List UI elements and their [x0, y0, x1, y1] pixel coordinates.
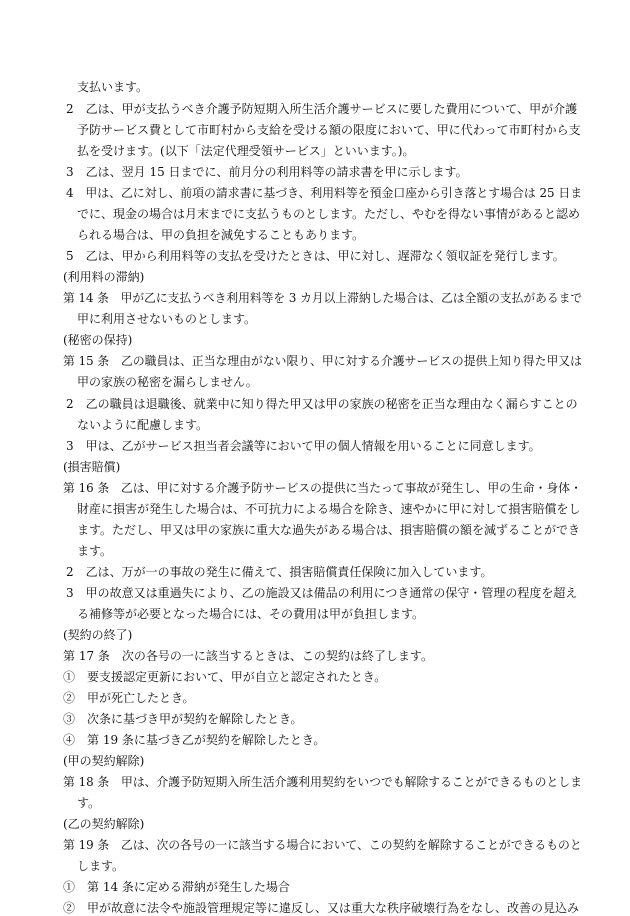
- text-line: 支払います。: [77, 80, 149, 94]
- article-line: 第 14 条 甲が乙に支払うべき利用料等を 3 カ月以上滞納した場合は、乙は全額の支払があるまで: [63, 291, 583, 305]
- text-line: 払を受けます。(以下「法定代理受領サービス」といいます。)。: [77, 144, 415, 158]
- text-line: でに、現金の場合は月末までに支払うものとします。ただし、やむを得ない事情があると認め: [77, 207, 581, 221]
- section-heading: (甲の契約解除): [63, 754, 145, 768]
- article-line: 第 18 条 甲は、介護予防短期入所生活介護利用契約をいつでも解除することができるものとしま: [63, 775, 582, 789]
- text-line: 予防サービス費として市町村から支給を受ける額の限度において、甲に代わって市町村から支: [77, 123, 581, 137]
- text-line: ないように配慮します。: [77, 418, 209, 432]
- text-line: します。: [77, 859, 125, 873]
- list-item: ③ 次条に基づき甲が契約を解除したとき。: [63, 712, 303, 726]
- article-line: 第 16 条 乙は、甲に対する介護予防サービスの提供に当たって事故が発生し、甲の生命・身体・: [63, 481, 582, 495]
- text-line: 3 甲の故意又は重過失により、乙の施設又は備品の利用につき通常の保守・管理の程度を超え: [66, 586, 578, 600]
- article-line: 第 15 条 乙の職員は、正当な理由がない限り、甲に対する介護サービスの提供上知り得た甲又は: [63, 354, 582, 368]
- section-heading: (損害賠償): [63, 460, 121, 474]
- text-line: る補修等が必要となった場合には、その費用は甲が負担します。: [77, 607, 425, 621]
- text-line: 5 乙は、甲から利用料等の支払を受けたときは、甲に対し、遅滞なく領収証を発行します。: [66, 249, 565, 263]
- text-line: 2 乙の職員は退職後、就業中に知り得た甲又は甲の家族の秘密を正当な理由なく漏らすことの: [66, 397, 578, 411]
- section-heading: (利用料の滞納): [63, 270, 145, 284]
- text-line: 2 乙は、甲が支払うべき介護予防短期入所生活介護サービスに要した費用について、甲が介護: [66, 102, 578, 116]
- text-line: 2 乙は、万が一の事故の発生に備えて、損害賠償責任保険に加入しています。: [66, 565, 493, 579]
- text-line: ます。: [77, 544, 113, 558]
- list-item: ① 要支援認定更新において、甲が自立と認定されたとき。: [63, 670, 387, 684]
- list-item: ① 第 14 条に定める滞納が発生した場合: [63, 880, 290, 894]
- text-line: ます。ただし、甲又は甲の家族に重大な過失がある場合は、損害賠償の額を減ずることができ: [77, 523, 581, 537]
- text-line: す。: [77, 796, 101, 810]
- text-line: 4 甲は、乙に対し、前項の請求書に基づき、利用料等を預金口座から引き落とす場合は 25 日ま: [66, 186, 583, 200]
- text-line: 3 乙は、翌月 15 日までに、前月分の利用料等の請求書を甲に示します。: [66, 165, 468, 179]
- section-heading: (契約の終了): [63, 628, 133, 642]
- list-item: ④ 第 19 条に基づき乙が契約を解除したとき。: [63, 733, 326, 747]
- section-heading: (乙の契約解除): [63, 817, 145, 831]
- list-item: ② 甲が故意に法令や施設管理規定等に違反し、又は重大な秩序破壊行為をなし、改善の見込み: [63, 901, 580, 915]
- text-line: 財産に損害が発生した場合は、不可抗力による場合を除き、速やかに甲に対して損害賠償をし: [77, 502, 581, 516]
- article-line: 第 17 条 次の各号の一に該当するときは、この契約は終了します。: [63, 649, 433, 663]
- text-line: 甲に利用させないものとします。: [77, 312, 257, 326]
- section-heading: (秘密の保持): [63, 333, 133, 347]
- list-item: ② 甲が死亡したとき。: [63, 691, 195, 705]
- text-line: られる場合は、甲の負担を減免することもあります。: [77, 228, 365, 242]
- text-line: 3 甲は、乙がサービス担当者会議等において甲の個人情報を用いることに同意します。: [66, 439, 541, 453]
- text-line: 甲の家族の秘密を漏らしません。: [77, 375, 258, 389]
- article-line: 第 19 条 乙は、次の各号の一に該当する場合において、この契約を解除することができるものと: [63, 838, 582, 852]
